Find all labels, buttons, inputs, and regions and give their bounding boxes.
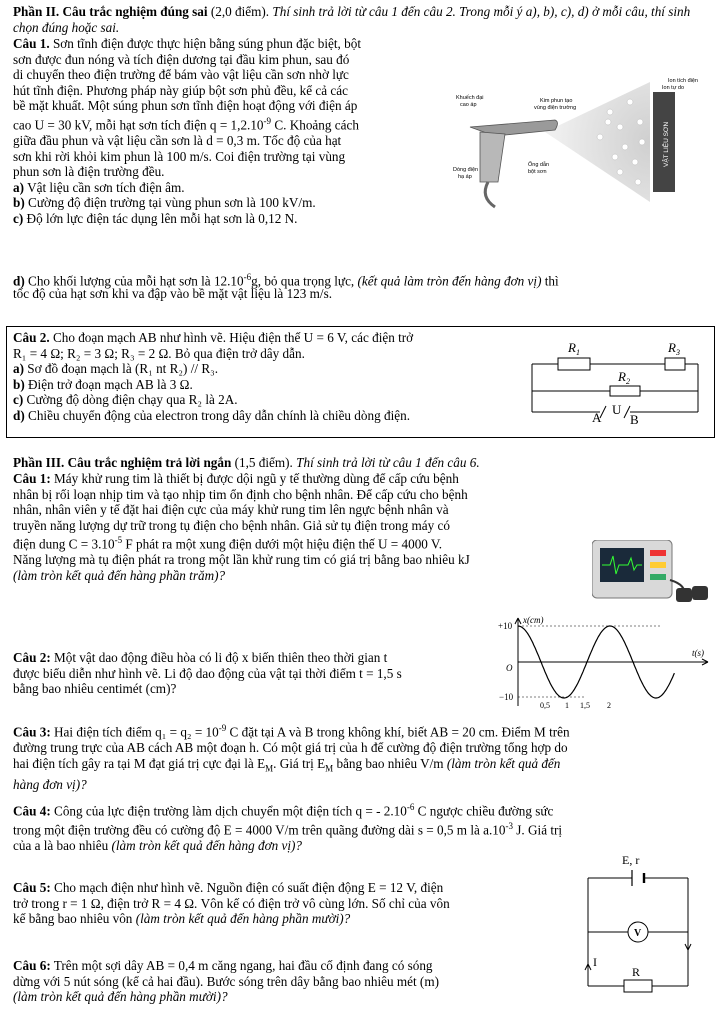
graph-tick-15: 1,5 [580, 701, 590, 710]
part2-heading: Phần II. Câu trắc nghiệm đúng sai [13, 4, 208, 19]
p2-q1-option-d-line2: tốc độ của hạt sơn khi va đập vào bề mặt vật liệu là 123 m/s. [13, 286, 332, 301]
part3-heading-line [13, 455, 713, 471]
graph-ybot: −10 [499, 692, 514, 702]
gun-hose [485, 182, 495, 207]
svg-text:Ống dẫn: Ống dẫn [528, 162, 550, 168]
p2-q2-label: Câu 2. [13, 330, 50, 345]
p2-q1-option-c: Độ lớn lực điện tác dụng lên mỗi hạt sơn là 0,12 N. [26, 210, 298, 226]
p2-q1-option-a: Vật liệu cần sơn tích điện âm. [27, 179, 185, 195]
p3-q1-text: Câu 1: Máy khử rung tim là thiết bị được dội ngũ y tế thường dùng để cấp cứu bệnh nhân bị rối loạn nhịp tim và tạo nhịp tim ổn định cho bệnh nhân. Để cấp cứu cho bệnh nhân, nhân viên y tế đặt hai điện cực của máy khử rung tim lên ngực bệnh nhân và truyền năng lượng dự trữ trong tụ điện cho bệnh nhân. Giả sử tụ điện trong máy có điện dung $C = 3.10^{-5}$ F phát ra một xung điện dưới một hiệu điện thế U = 4000 V. Năng lượng mà tụ điện phát ra trong một lần khử rung tim có giá trị bằng bao nhiêu kJ (làm tròn kết quả đến hàng phần trăm)? [13, 471, 470, 583]
p3-q4-label: Câu 4: [13, 803, 51, 819]
svg-text:Dòng điện: Dòng điện [453, 167, 479, 173]
paddle-right [692, 586, 708, 600]
resistor-r [624, 980, 652, 992]
part3-instruction: Thí sinh trả lời từ câu 1 đến câu 6. [296, 455, 480, 470]
p2-q1-text: Câu 1. Sơn tĩnh điện được thực hiện bằng súng phun đặc biệt, bột sơn được đun nóng và tích điện dương tại đầu kim phun, sau đó di chuyển theo điện trường để bám vào vật liệu cần sơn nhờ lực hút tĩnh điện. Phương pháp này giúp bột sơn phủ đều, kể cả các bề mặt khuất. Một súng phun sơn tĩnh điện hoạt động với điện áp cao U = 30 kV, mỗi hạt sơn tích điện $q = 1,2.10^{-9}$ C. Khoảng cách giữa đầu phun và vật liệu cần sơn là d = 0,3 m. Tốc độ của hạt sơn khi rời khỏi kim phun là 100 m/s. Coi điện trường tại vùng phun sơn là điện trường đều. a) Vật liệu cần sơn tích điện âm. b) Cường độ điện trường tại vùng phun sơn là 100 kV/m. c) Độ lớn lực điện tác dụng lên mỗi hạt sơn là 0,12 N. [13, 36, 443, 227]
part2-score: (2,0 điểm). [210, 4, 270, 19]
graph-xlabel: t(s) [692, 648, 704, 658]
p3-q1-label: Câu 1: [13, 471, 51, 486]
p2-q1-line: Sơn tĩnh điện được thực hiện bằng súng phun đặc biệt, bột [52, 36, 362, 51]
graph-ytop: +10 [498, 621, 513, 631]
p2-q2-option-d: Chiều chuyển động của electron trong dây dẫn chính là chiều dòng điện. [28, 407, 410, 423]
p2-q1-line: bề mặt khuất. Một súng phun sơn tĩnh điện hoạt động với điện áp [13, 98, 358, 114]
p2-q2-option-a: Sơ đồ đoạn mạch là (R₁ nt R₂) // R₃. [27, 361, 219, 377]
graph-tick-05: 0,5 [540, 701, 550, 710]
p2-q1-exp: -9 [263, 115, 272, 126]
p2-q1-line: sơn được đun nóng và tích điện dương tại đầu kim phun, sau đó [13, 51, 350, 67]
resistor-label: R [632, 965, 641, 979]
oscillation-graph [496, 614, 716, 710]
p3-q1-note: (làm tròn kết quả đến hàng phần trăm)? [13, 567, 226, 583]
svg-text:cao áp: cao áp [460, 102, 477, 108]
voltmeter-label: V [634, 928, 642, 939]
svg-text:Khuếch đại: Khuếch đại [456, 95, 484, 101]
p2-q2-option-c: Cường độ dòng điện chạy qua R₂ là 2A. [26, 392, 238, 408]
part3-heading: Phần III. Câu trắc nghiệm trả lời ngắn [13, 455, 232, 470]
p2-q2-line: Cho đoạn mạch AB như hình vẽ. Hiệu điện thế U = 6 V, các điện trở [52, 330, 414, 345]
graph-ylabel: x(cm) [523, 615, 544, 625]
part3-score: (1,5 điểm). [234, 455, 293, 470]
p2-q1-line: di chuyển theo điện trường để bám vào vật liệu cần sơn nhờ lực [13, 67, 349, 83]
p2-q1-line: hút tĩnh điện. Phương pháp này giúp bột sơn phủ đều, kể cả các [13, 82, 348, 98]
svg-text:R3: $R_3$ [668, 340, 680, 357]
svg-text:hạ áp: hạ áp [458, 174, 472, 180]
p3-q6-label: Câu 6: [13, 958, 51, 973]
p2-q2-option-b: Điện trở đoạn mạch AB là 3 Ω. [28, 376, 193, 392]
resistor-r3 [665, 358, 685, 370]
gun-handle [480, 132, 505, 182]
paddle-left [676, 588, 692, 602]
resistor-r2 [610, 386, 640, 396]
svg-text:R1: $R_1$ [568, 340, 580, 357]
terminal-b: B [630, 412, 639, 427]
current-label: I [593, 955, 597, 969]
defibrillator-image [592, 540, 710, 604]
p2-q2-line: R₁ = 4 Ω; R₂ = 3 Ω; R₃ = 2 Ω. Bỏ qua điện trở dây dẫn. [13, 345, 305, 361]
graph-tick-2: 2 [607, 701, 611, 710]
p2-q1-line: giữa đầu phun và vật liệu cần sơn là d = 0,3 m. Tốc độ của hạt [13, 132, 342, 148]
graph-origin: O [506, 663, 513, 673]
part2-heading-line [13, 4, 713, 35]
svg-text:R2: $R_2$ [618, 369, 630, 386]
p2-q2-circuit [520, 336, 710, 432]
spray-gun-figure [450, 72, 712, 212]
p3-q5-circuit [560, 852, 716, 1016]
terminal-a: A [592, 410, 602, 425]
p3-q5-label: Câu 5: [13, 880, 51, 895]
p3-q5-text: Câu 5: Cho mạch điện như hình vẽ. Nguồn điện có suất điện động E = 12 V, điện trở trong r = 1 Ω, điện trở R = 4 Ω. Vôn kế có điện trở vô cùng lớn. Số chỉ của vôn kế bằng bao nhiêu vôn (làm tròn kết quả đến hàng phần mười)? [13, 880, 450, 927]
p2-q1-line: sơn khi rời khỏi kim phun là 100 m/s. Coi điện trường tại vùng [13, 148, 346, 164]
p3-q3-label: Câu 3: [13, 724, 51, 740]
p3-q3-text: Câu 3: Hai điện tích điểm $q_1 = q_2 = 10^{-9}$ C đặt tại A và B trong không khí, biết AB = 20 cm. Điểm M trên đường trung trực của AB cách AB một đoạn h. Có một giá trị của h để cường độ điện trường tổng hợp do hai điện tích gây ra tại M đạt giá trị cực đại là $E_M$. Giá trị $E_M$ bằng bao nhiêu V/m (làm tròn kết quả đến hàng đơn vị)? [13, 723, 570, 792]
svg-text:Ion tự do: Ion tự do [662, 85, 685, 91]
source-label: E, r [622, 853, 640, 867]
svg-text:vùng điện trường: vùng điện trường [534, 105, 577, 111]
p3-q6-text: Câu 6: Trên một sợi dây AB = 0,4 m căng ngang, hai đầu cố định đang có sóng dừng với 5 nút sóng (kể cả hai đầu). Bước sóng trên dây bằng bao nhiêu mét (m) (làm tròn kết quả đến hàng phần mười)? [13, 958, 439, 1005]
voltage-u: U [612, 402, 622, 417]
p2-q1-option-b: Cường độ điện trường tại vùng phun sơn là 100 kV/m. [28, 195, 316, 211]
p3-q2-text: Câu 2: Một vật dao động điều hòa có li độ x biến thiên theo thời gian t được biểu diễn như hình vẽ. Li độ dao động của vật tại thời điểm t = 1,5 s bằng bao nhiêu centimét (cm)? [13, 650, 402, 697]
p3-q2-label: Câu 2: [13, 650, 51, 665]
p2-q1-line: cao U = 30 kV, mỗi hạt sơn tích điện q = 1,2.10 [13, 117, 264, 133]
resistor-r1 [558, 358, 590, 370]
p2-q1-line-tail: C. Khoảng cách [271, 117, 359, 133]
p2-q1-option-d: d) Cho khối lượng của mỗi hạt sơn là $12.10^{-6}g$, bỏ qua trọng lực, (kết quả làm tròn đến hàng đơn vị) thì [13, 272, 559, 289]
svg-text:Kim phun tạo: Kim phun tạo [540, 98, 573, 104]
svg-text:Ion tích điện: Ion tích điện [668, 78, 698, 84]
material-label: VẬT LIỆU SƠN [663, 121, 670, 167]
p3-q4-text: Câu 4: Công của lực điện trường làm dịch chuyển một điện tích q = - $2.10^{-6}$ C ngược chiều đường sức trong một điện trường đều có cường độ E = 4000 V/m trên quãng đường dài s = 0,5 m là $a.10^{-3}$ J. Giá trị của a là bao nhiêu (làm tròn kết quả đến hàng đơn vị)? [13, 802, 563, 853]
svg-text:bột sơn: bột sơn [528, 169, 547, 175]
p2-q2-text: Câu 2. Cho đoạn mạch AB như hình vẽ. Hiệu điện thế U = 6 V, các điện trở R₁ = 4 Ω; R₂ = 3 Ω; R₃ = 2 Ω. Bỏ qua điện trở dây dẫn. a) Sơ đồ đoạn mạch là (R₁ nt R₂) // R₃. b) Điện trở đoạn mạch AB là 3 Ω. c) Cường độ dòng điện chạy qua R₂ là 2A. d) Chiều chuyển động của electron trong dây dẫn chính là chiều dòng điện. [13, 330, 513, 424]
p2-q1-label: Câu 1. [13, 36, 50, 51]
p2-q1-line: phun sơn là điện trường đều. [13, 164, 165, 180]
graph-tick-1: 1 [565, 701, 569, 710]
part2-instruction: Thí sinh trả lời từ câu 1 đến câu 2. Trong mỗi ý a), b), c), d) ở mỗi câu, thí sinh chọn đúng hoặc sai. [13, 4, 691, 35]
